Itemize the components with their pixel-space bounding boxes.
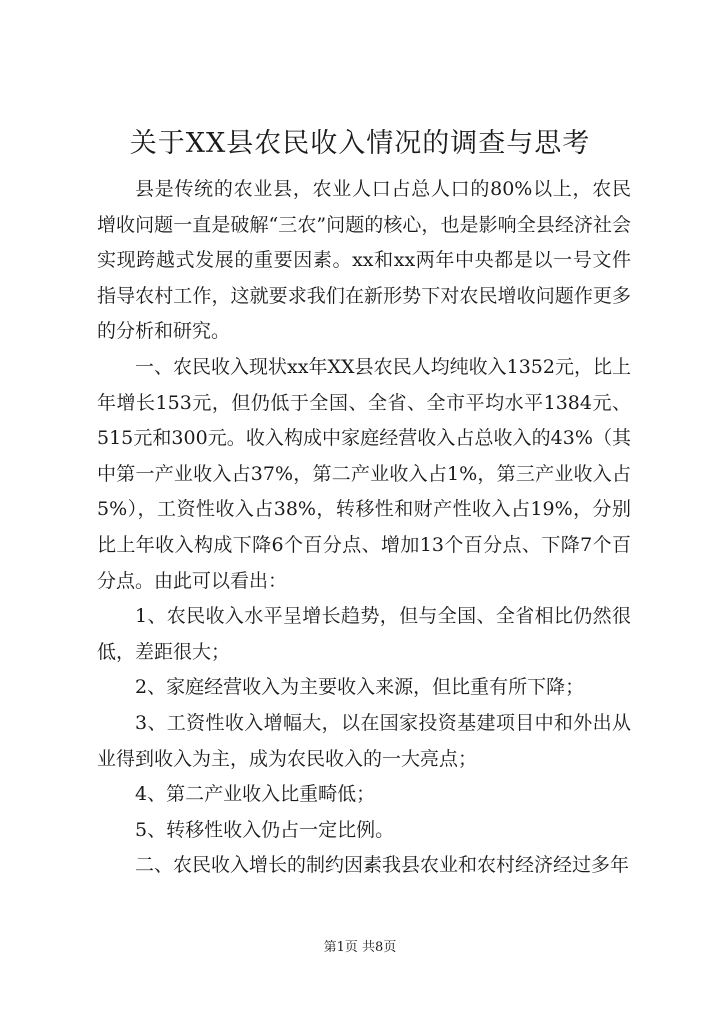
body-paragraph-point-3: 3、工资性收入增幅大，以在国家投资基建项目中和外出从业得到收入为主，成为农民收入的一大亮点；: [97, 711, 631, 770]
body-paragraph-point-2: 2、家庭经营收入为主要收入来源，但比重有所下降；: [135, 676, 585, 699]
body-paragraph-section-2: 二、农民收入增长的制约因素我县农业和农村经济经过多年: [135, 854, 630, 877]
body-paragraph-point-4: 4、第二产业收入比重畸低；: [135, 783, 376, 806]
body-paragraph-point-5: 5、转移性收入仍占一定比例。: [135, 818, 395, 841]
body-paragraph-section-1: 一、农民收入现状xx年XX县农民人均纯收入1352元，比上年增长153元，但仍低于全国、全省、全市平均水平1384元、515元和300元。收入构成中家庭经营收入占总收入的43%（其中第一产业收入占37%，第二产业收入占1%，第三产业收入占5%），工资性收入占38%，转移性和财产性收入占19%，分别比上年收入构成下降6个百分点、增加13个百分点、下降7个百分点。由此可以看出：: [97, 355, 631, 592]
document-body: [97, 172, 631, 884]
page-footer: 第1页 共8页: [323, 940, 397, 955]
body-paragraph-point-1: 1、农民收入水平呈增长趋势，但与全国、全省相比仍然很低，差距很大；: [97, 605, 631, 663]
document-title: 关于XX县农民收入情况的调查与思考: [129, 128, 591, 159]
body-paragraph-intro: 县是传统的农业县，农业人口占总人口的80%以上，农民增收问题一直是破解“三农”问题的核心，也是影响全县经济社会实现跨越式发展的重要因素。xx和xx两年中央都是以一号文件指导农村工作，这就要求我们在新形势下对农民增收问题作更多的分析和研究。: [97, 178, 631, 343]
